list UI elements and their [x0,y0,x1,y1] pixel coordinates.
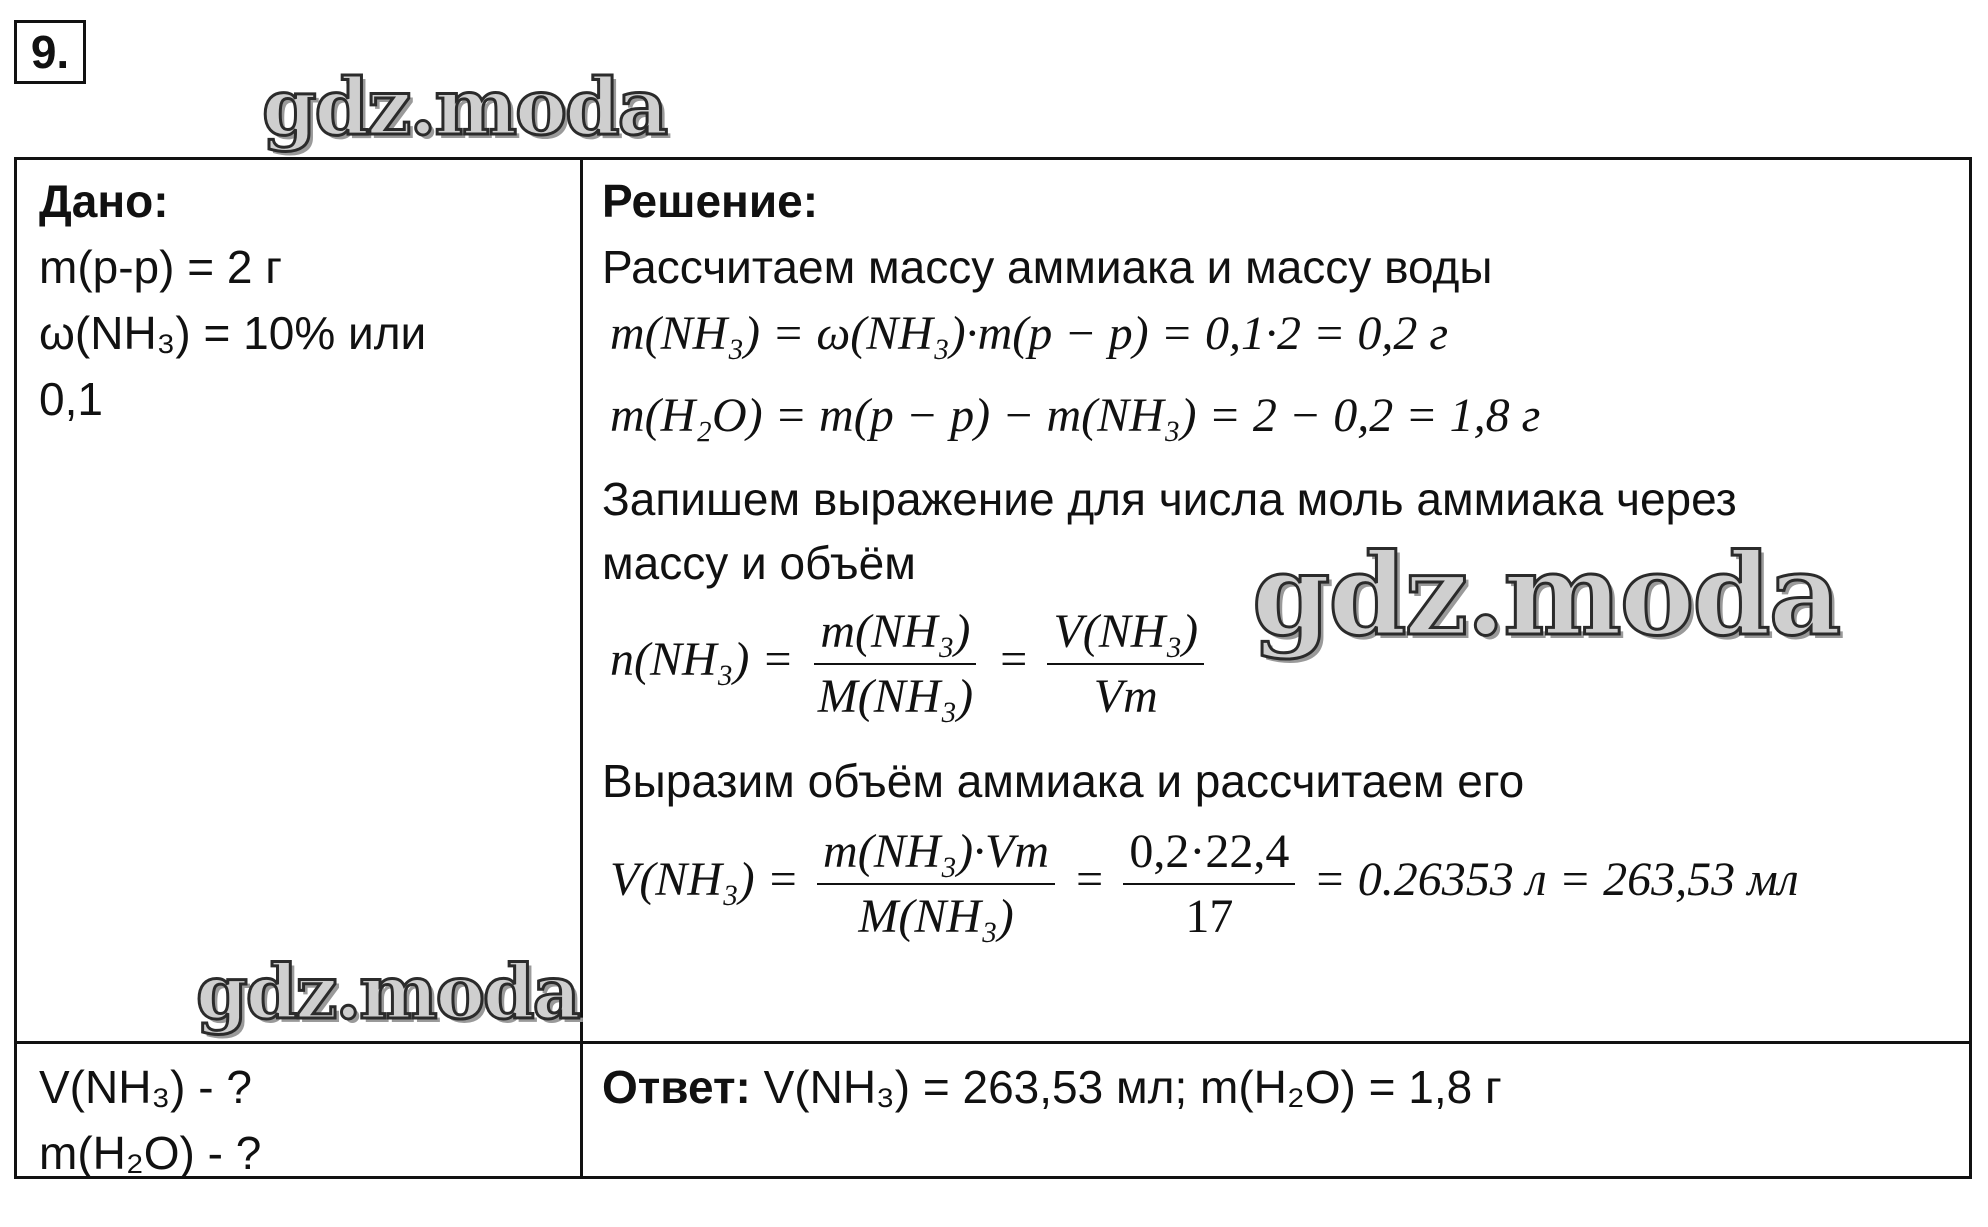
solution-step2-text-line1: Запишем выражение для числа моль аммиака через [602,473,1737,525]
equation-water-mass: m(H₂O) = m(р − р) − m(NH₃) = 2 − 0,2 = 1,8 г [610,389,1541,442]
fraction-volume-over-molar-volume [1047,604,1204,724]
solution-heading: Решение: [602,175,819,227]
answer-line [602,1054,1502,1120]
answer-text: V(NH₃) = 263,53 мл; m(H₂O) = 1,8 г [763,1061,1502,1113]
fraction-mass-over-molar-mass [812,604,979,724]
watermark-middle: gdz.moda [1252,530,1840,661]
volume-result: = 0.26353 л = 263,53 мл [1313,853,1799,907]
watermark-top: gdz.moda [262,62,667,153]
solution-step3-text: Выразим объём аммиака и рассчитаем его [602,755,1525,807]
row-divider [17,1041,1969,1044]
equals-sign: = [997,633,1030,687]
given-line-fraction-decimal: 0,1 [39,373,103,425]
given-line-fraction: ω(NH₃) = 10% или [39,307,427,359]
fraction-denominator: M(NH₃) [817,670,974,723]
task-number: 9. [14,20,86,84]
answer-label: Ответ: [602,1061,751,1113]
equation-volume [610,824,1799,944]
eq-volume-lhs: V(NH₃) = [610,853,800,907]
fraction-denominator: 17 [1185,890,1234,943]
eq-moles-lhs: n(NH₃) = [610,633,794,687]
find-water-mass: m(H₂O) - ? [39,1127,262,1179]
fraction-numerator: V(NH₃) [1047,604,1204,665]
solution-step1-text: Рассчитаем массу аммиака и массу воды [602,241,1493,293]
fraction-numerator: m(NH₃) [814,604,976,665]
fraction-numeric [1123,824,1295,944]
fraction-denominator: Vm [1093,670,1158,723]
fraction-numerator: m(NH₃)·Vm [817,824,1055,885]
fraction-denominator: M(NH₃) [858,890,1014,943]
fraction-volume-expression [817,824,1055,944]
equation-ammonia-mass: m(NH₃) = ω(NH₃)·m(р − р) = 0,1·2 = 0,2 г [610,307,1449,360]
given-line-mass: m(р-р) = 2 г [39,241,283,293]
column-divider [580,160,583,1176]
watermark-bottom-left: gdz.moda [196,950,579,1036]
solution-step2-text-line2: массу и объём [602,537,916,589]
fraction-numerator: 0,2·22,4 [1123,824,1295,885]
given-heading: Дано: [39,175,169,227]
find-volume: V(NH₃) - ? [39,1061,252,1113]
equation-moles [610,604,1210,724]
equals-sign: = [1073,853,1106,907]
